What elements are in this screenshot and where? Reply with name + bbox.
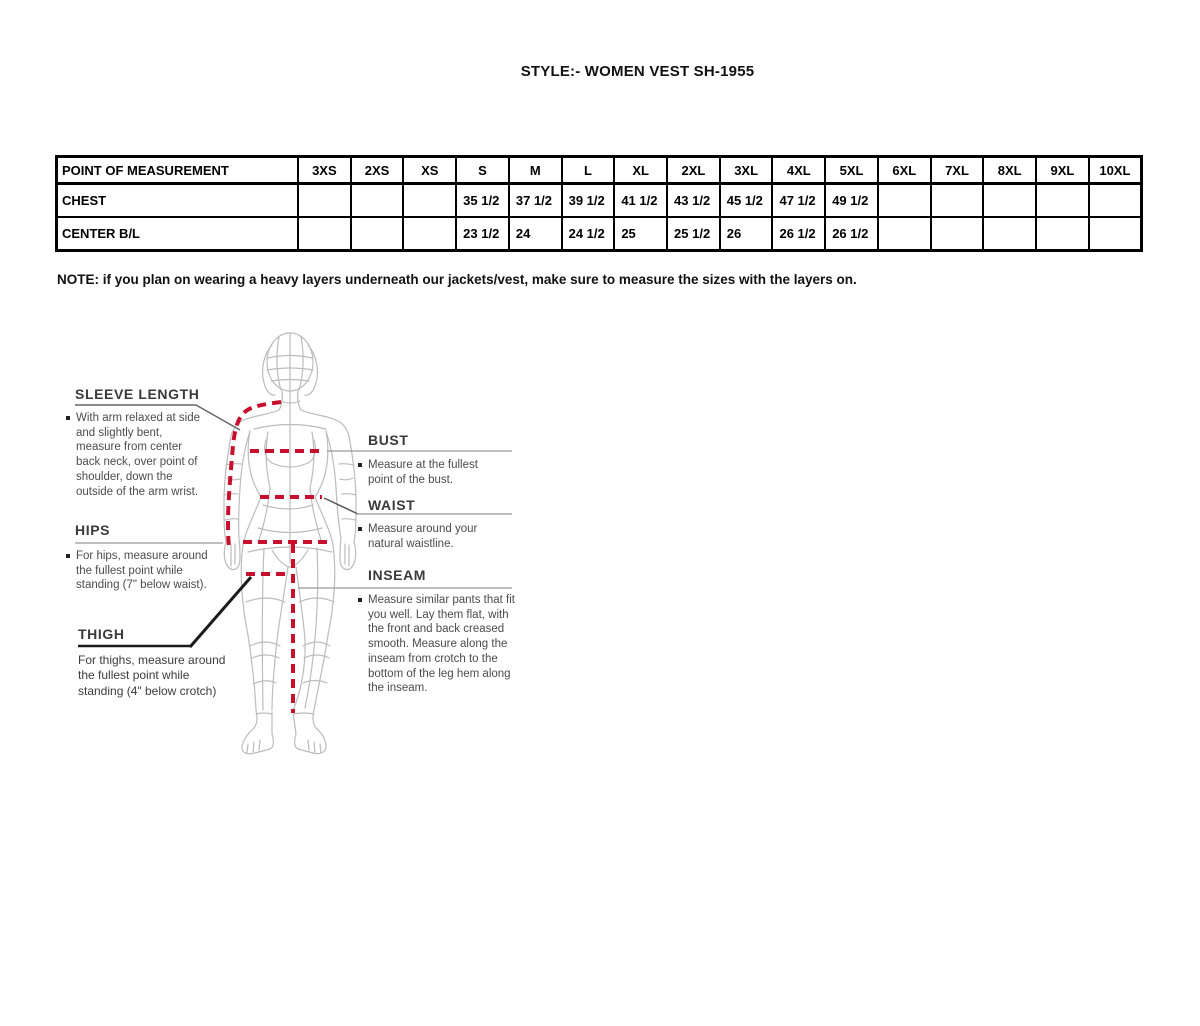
size-table <box>55 155 1143 252</box>
waist-label: WAIST <box>368 497 416 513</box>
column-header-size-s: S <box>456 157 509 184</box>
bust-label: BUST <box>368 432 409 448</box>
column-header-size-3xs: 3XS <box>298 157 351 184</box>
hips-label: HIPS <box>75 522 111 538</box>
size-value-cell <box>298 217 351 251</box>
row-label: CENTER B/L <box>57 217 299 251</box>
size-value-cell <box>1036 184 1089 218</box>
inseam-description: Measure similar pants that fit you well. Lay them flat, with the front and back creased smooth. Measure along the inseam from crotch to the bottom of the leg hem along the inseam. <box>358 593 524 696</box>
inseam-label: INSEAM <box>368 567 427 583</box>
page-title: STYLE:- WOMEN VEST SH-1955 <box>520 63 755 80</box>
column-header-point-of-measurement: POINT OF MEASUREMENT <box>57 157 299 184</box>
size-value-cell <box>878 217 931 251</box>
size-value-cell <box>878 184 931 218</box>
size-value-cell <box>983 217 1036 251</box>
column-header-size-2xs: 2XS <box>351 157 404 184</box>
size-value-cell: 49 1/2 <box>825 184 878 218</box>
size-value-cell <box>298 184 351 218</box>
size-value-cell: 26 1/2 <box>772 217 825 251</box>
thigh-label: THIGH <box>78 626 125 642</box>
column-header-size-7xl: 7XL <box>931 157 984 184</box>
size-value-cell <box>351 217 404 251</box>
column-header-size-8xl: 8XL <box>983 157 1036 184</box>
size-value-cell: 23 1/2 <box>456 217 509 251</box>
table-row <box>57 217 1142 251</box>
size-value-cell: 45 1/2 <box>720 184 773 218</box>
size-value-cell <box>1089 217 1142 251</box>
hips-description: For hips, measure around the fullest point while standing (7" below waist). <box>66 549 226 593</box>
size-value-cell: 25 1/2 <box>667 217 720 251</box>
column-header-size-10xl: 10XL <box>1089 157 1142 184</box>
bullet-square-icon <box>358 463 362 467</box>
sleeve-length-label: SLEEVE LENGTH <box>75 386 200 402</box>
size-value-cell: 24 <box>509 217 562 251</box>
measure-lines <box>228 402 330 713</box>
size-value-cell <box>1036 217 1089 251</box>
column-header-size-4xl: 4XL <box>772 157 825 184</box>
waist-description: Measure around your natural waistline. <box>358 522 504 551</box>
column-header-size-xs: XS <box>403 157 456 184</box>
column-header-size-3xl: 3XL <box>720 157 773 184</box>
sleeve-length-description: With arm relaxed at side and slightly bent, measure from center back neck, over point of shoulder, down the outside of the arm wrist. <box>66 411 204 499</box>
sleeve-length-measure-line <box>228 402 281 546</box>
size-value-cell <box>403 184 456 218</box>
size-value-cell: 43 1/2 <box>667 184 720 218</box>
bullet-square-icon <box>66 554 70 558</box>
size-value-cell: 47 1/2 <box>772 184 825 218</box>
column-header-size-9xl: 9XL <box>1036 157 1089 184</box>
bust-description: Measure at the fullest point of the bust. <box>358 458 500 487</box>
mannequin-wireframe <box>224 333 356 754</box>
size-value-cell <box>1089 184 1142 218</box>
bullet-square-icon <box>358 598 362 602</box>
size-value-cell <box>983 184 1036 218</box>
waist-leader-line <box>324 498 358 514</box>
size-value-cell: 37 1/2 <box>509 184 562 218</box>
bullet-square-icon <box>358 527 362 531</box>
size-value-cell: 35 1/2 <box>456 184 509 218</box>
size-value-cell: 25 <box>614 217 667 251</box>
size-value-cell <box>931 184 984 218</box>
thigh-description: For thighs, measure around the fullest point while standing (4" below crotch) <box>78 653 226 698</box>
size-value-cell: 26 <box>720 217 773 251</box>
size-value-cell <box>403 217 456 251</box>
size-value-cell <box>351 184 404 218</box>
size-value-cell <box>931 217 984 251</box>
column-header-size-m: M <box>509 157 562 184</box>
table-row <box>57 184 1142 218</box>
column-header-size-xl: XL <box>614 157 667 184</box>
size-value-cell: 24 1/2 <box>562 217 615 251</box>
size-value-cell: 26 1/2 <box>825 217 878 251</box>
row-label: CHEST <box>57 184 299 218</box>
table-header-row <box>57 157 1142 184</box>
size-value-cell: 41 1/2 <box>614 184 667 218</box>
note-text: NOTE: if you plan on wearing a heavy layers underneath our jackets/vest, make sure to measure the sizes with the layers on. <box>57 272 857 287</box>
column-header-size-l: L <box>562 157 615 184</box>
column-header-size-2xl: 2XL <box>667 157 720 184</box>
column-header-size-5xl: 5XL <box>825 157 878 184</box>
column-header-size-6xl: 6XL <box>878 157 931 184</box>
size-value-cell: 39 1/2 <box>562 184 615 218</box>
bullet-square-icon <box>66 416 70 420</box>
